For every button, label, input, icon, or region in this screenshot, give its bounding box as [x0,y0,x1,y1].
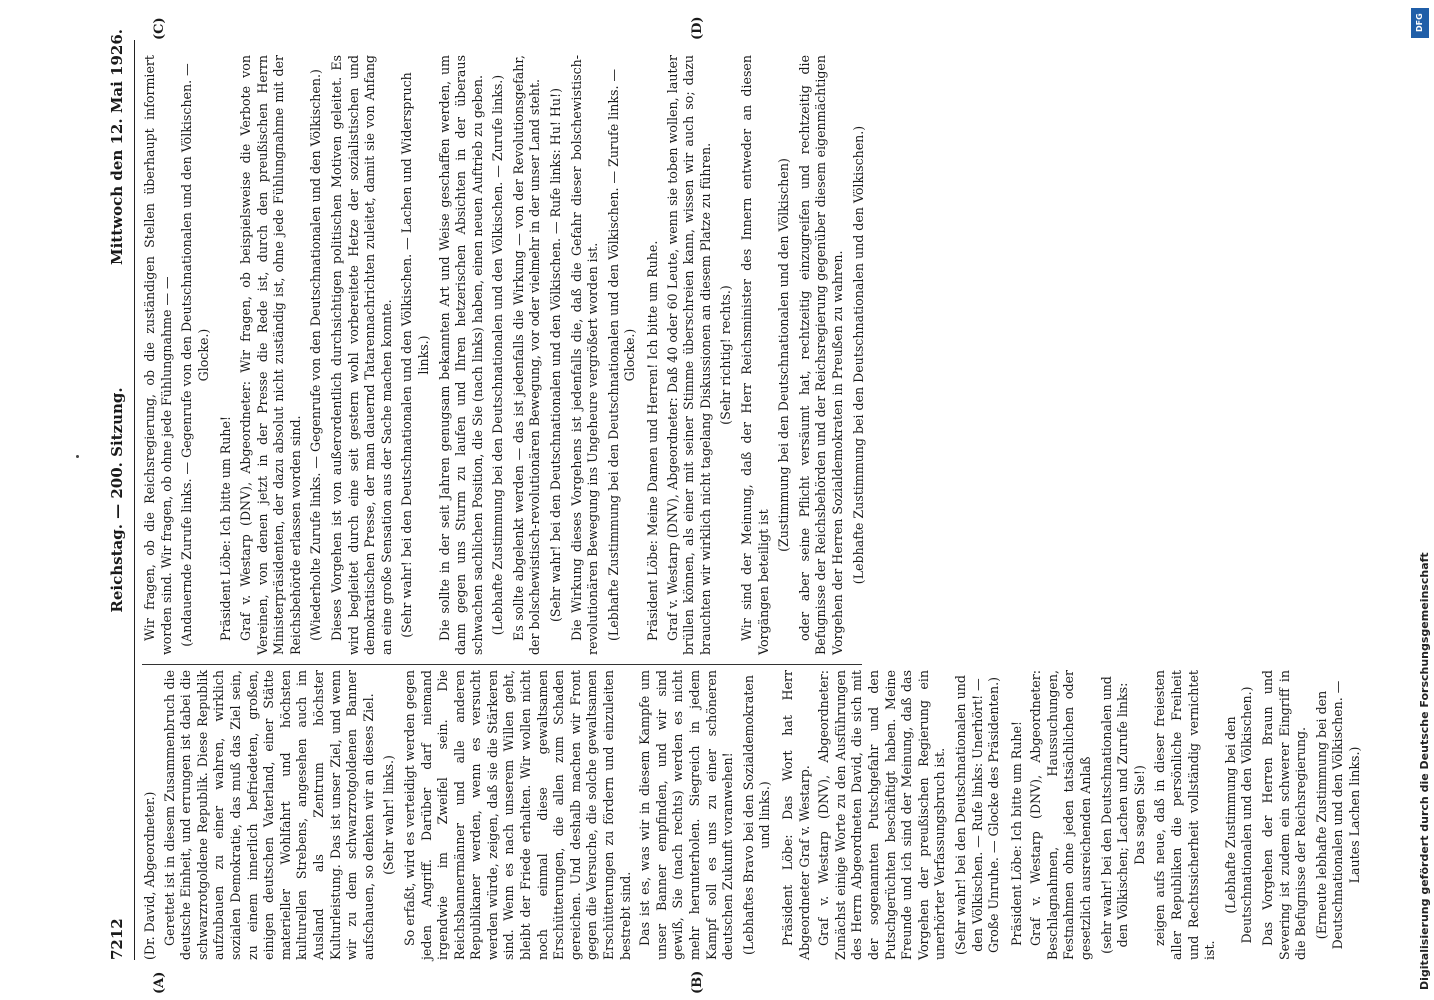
scan-speck [76,455,79,458]
interjection: (Zustimmung bei den Deutschnationalen und den Völkischen) [776,158,792,552]
paragraph: Graf v. Westarp (DNV), Abgeordneter: Zunächst einige Worte zu den Ausführungen des Herrn Abgeordneten David, die sich mit der sogenannten Putschgefahr und den Putschgerüchten beschäftigt haben. Meine Freunde und ich sind der Meinung, daß das Vorgehen der preußischen Regierung ein unerhörter Verfassungsbruch ist. [816,670,948,960]
margin-mark-a: (A) [152,971,167,994]
interjection: (Sehr wahr! links.) [381,755,397,875]
paragraph: Das ist es, was wir in diesem Kampfe um unser Banner empfinden, und wir sind gewiß, Sie (nach rechts) werden es nicht mehr herunterholen. Siegreich in jedem Kampf soll es uns zu einer schöneren deutschen Zukunft voranwehen! [637,670,736,960]
interjection: (Wiederholte Zurufe links. — Gegenrufe von den Deutschnationalen und den Völkischen.) [308,69,324,641]
interjection: (Lebhafte Zustimmung bei den Deutschnationalen und den Völkischen.) [850,125,866,585]
speaker-paragraph: Präsident Löbe: Das Wort hat Herr Abgeordneter Graf v. Westarp. [779,670,812,960]
margin-mark-d: (D) [690,16,705,40]
speaker-continuation: (Dr. David, Abgeordneter.) [142,791,157,960]
interjection: (Sehr wahr! bei den Deutschnationalen und den Völkischen. — Rufe links: Unerhört! — Große Unruhe. — Glocke des Präsidenten.) [952,675,1002,955]
paragraph: oder aber seine Pflicht versäumt hat, rechtzeitig einzugreifen und rechtzeitig die Befugnisse der Reichsbehörden und der Reichsregierung gegenüber diesem eigenmächtigen Vorgehen der Herren Sozialdemokraten in Preußen zu wahren. [796,55,845,655]
margin-mark-b: (B) [690,970,705,994]
paragraph: Dieses Vorgehen ist von außerordentlich durchsichtigen politischen Motiven geleitet. Es wird begleitet durch eine seit gestern wohl vorbereitete Hetze der sozialistischen und demokratischen Presse, der man dauernd Tatarennachrichten zuleitet, damit sie von Anfang an eine große Sensation aus der Sache machen konnte. [328,55,394,655]
interjection: (Sehr richtig! rechts.) [718,285,734,425]
paragraph: Graf v. Westarp (DNV), Abgeordneter: Daß 40 oder 60 Leute, wenn sie toben wollen, lauter brüllen können, als einer mit seiner Stimme überschreien kann, wissen wir auch so; dazu brauchten wir wirklich nicht tagelang Diskussionen an diesem Platze zu führen. [664,55,713,655]
header-rule [134,40,135,960]
interjection: (Sehr wahr! bei den Deutschnationalen und den Völkischen. — Lachen und Widerspruch links.) [399,72,431,638]
interjection: (Erneute lebhafte Zustimmung bei den Deutschnationalen und den Völkischen. — Lautes Lachen links.) [1313,680,1362,950]
speaker-paragraph: Präsident Löbe: Meine Damen und Herren! Ich bitte um Ruhe. [645,240,661,641]
text-column-left [142,670,1368,960]
interjection: (Sehr wahr! bei den Deutschnationalen und den Völkischen. — Rufe links: Hu! Hu!) [548,88,564,622]
interjection: (Lebhaftes Bravo bei den Sozialdemokraten und links.) [740,675,773,955]
page-header [108,28,132,960]
interjection: (Lebhafte Zustimmung bei den Deutschnationalen und den Völkischen. — Zurufe links.) [490,74,506,636]
session-title: Reichstag. — 200. Sitzung. [108,387,126,613]
interjection: (sehr wahr! bei den Deutschnationalen und den Völkischen; Lachen und Zurufe links: Das sagen Sie!) [1098,676,1147,954]
dfg-logo: DFG [1411,8,1429,38]
interjection: (Lebhafte Zustimmung bei den Deutschnationalen und den Völkischen.) [1222,686,1255,944]
paragraph: So erfaßt, wird es verteidigt werden gegen jeden Angriff. Darüber darf niemand irgendwie im Zweifel sein. Die Reichsbannermänner und alle anderen Republikaner werden, wenn es versucht werden würde, zeigen, daß sie die Stärkeren sind. Wenn es nach unserem Willen geht, bleibt der Friede erhalten. Wir wollen nicht noch einmal diese gewaltsamen Erschütterungen, die allen zum Schaden gereichen. Und deshalb machen wir Front gegen die Versuche, die solche gewaltsamen Erschütterungen zu fördern und einzuleiten bestrebt sind. [401,670,633,960]
paragraph: Wir sind der Meinung, daß der Herr Reichsminister des Innern entweder an diesen Vorgängen beteiligt ist [739,55,771,655]
column-separator [142,664,862,665]
paragraph: Graf v. Westarp (DNV), Abgeordneter: Beschlagnahmen, Haussuchungen, Festnahmen ohne jeden tatsächlichen oder gesetzlich ausreichenden Anlaß [1028,670,1094,960]
paragraph: Die sollte in der seit Jahren genugsam bekannten Art und Weise geschaffen werden, um dann gegen uns Sturm zu laufen und Ihren hetzerischen Absichten in der überaus schwachen sachlichen Position, die Sie (nach links) haben, einen neuen Auftrieb zu geben. [436,55,485,655]
paragraph: Es sollte abgelenkt werden — das ist jedenfalls die Wirkung — von der Revolutionsgefahr, der bolschewistisch-revolutionären Bewegung, vor oder vielmehr in der unser Land steht. [510,55,543,655]
paragraph: Graf v. Westarp (DNV), Abgeordneter: Wir fragen, ob beispielsweise die Verbote von Vereinen, von denen jetzt in der Presse die Rede ist, durch den preußischen Herrn Ministerpräsidenten, der dazu absolut nicht zuständig ist, ohne jede Fühlungnahme mit der Reichsbehörde erlassen worden sind. [237,55,303,655]
rotated-page [90,0,1400,1000]
paragraph: Das Vorgehen der Herren Braun und Severing ist zudem ein schwerer Eingriff in die Befugnisse der Reichsregierung. [1260,670,1309,960]
paragraph: Die Wirkung dieses Vorgehens ist jedenfalls die, daß die Gefahr dieser bolschewistisch-revolutionären Bewegung ins Ungeheure vergrößert worden ist. [568,55,601,655]
page-number: 7212 [108,918,126,960]
session-date: Mittwoch den 12. Mai 1926. [108,28,126,265]
paragraph: zeigen aufs neue, daß in dieser freiesten aller Republiken die persönliche Freiheit und Rechtssicherheit vollständig vernichtet ist. [1152,670,1218,960]
speaker-paragraph: Präsident Löbe: Ich bitte um Ruhe! [1008,721,1024,946]
paragraph: Gerettet ist in diesem Zusammenbruch die deutsche Einheit, und errungen ist dabei die schwarzrotgoldene Republik. Diese Republik aufzubauen zu einer wahren, wirklich sozialen Demokratie, das muß das Ziel sein, zu einem innerlich befriedeten, großen, einigen deutschen Vaterland, einer Stätte materieller Wohlfahrt und höchsten kulturellen Strebens, angesehen auch im Ausland als Zentrum höchster Kulturleistung. Das ist unser Ziel, und wenn wir zu dem schwarzrotgoldenen Banner aufschauen, so denken wir an dieses Ziel. [161,670,376,960]
funding-notice: Digitalisierung gefördert durch die Deutsche Forschungsgemeinschaft [1418,552,1431,990]
interjection: (Andauernde Zurufe links. — Gegenrufe von den Deutschnationalen und den Völkischen. — Glocke.) [179,63,211,647]
paragraph: Wir fragen, ob die Reichsregierung, ob die zuständigen Stellen überhaupt informiert worden sind. Wir fragen, ob ohne jede Fühlungnahme — — [142,55,174,655]
margin-mark-c: (C) [152,17,167,40]
text-column-right [142,55,871,655]
interjection: (Lebhafte Zustimmung bei den Deutschnationalen und den Völkischen. — Zurufe links. — Glocke.) [605,68,638,642]
speaker-paragraph: Präsident Löbe: Ich bitte um Ruhe! [218,416,234,641]
